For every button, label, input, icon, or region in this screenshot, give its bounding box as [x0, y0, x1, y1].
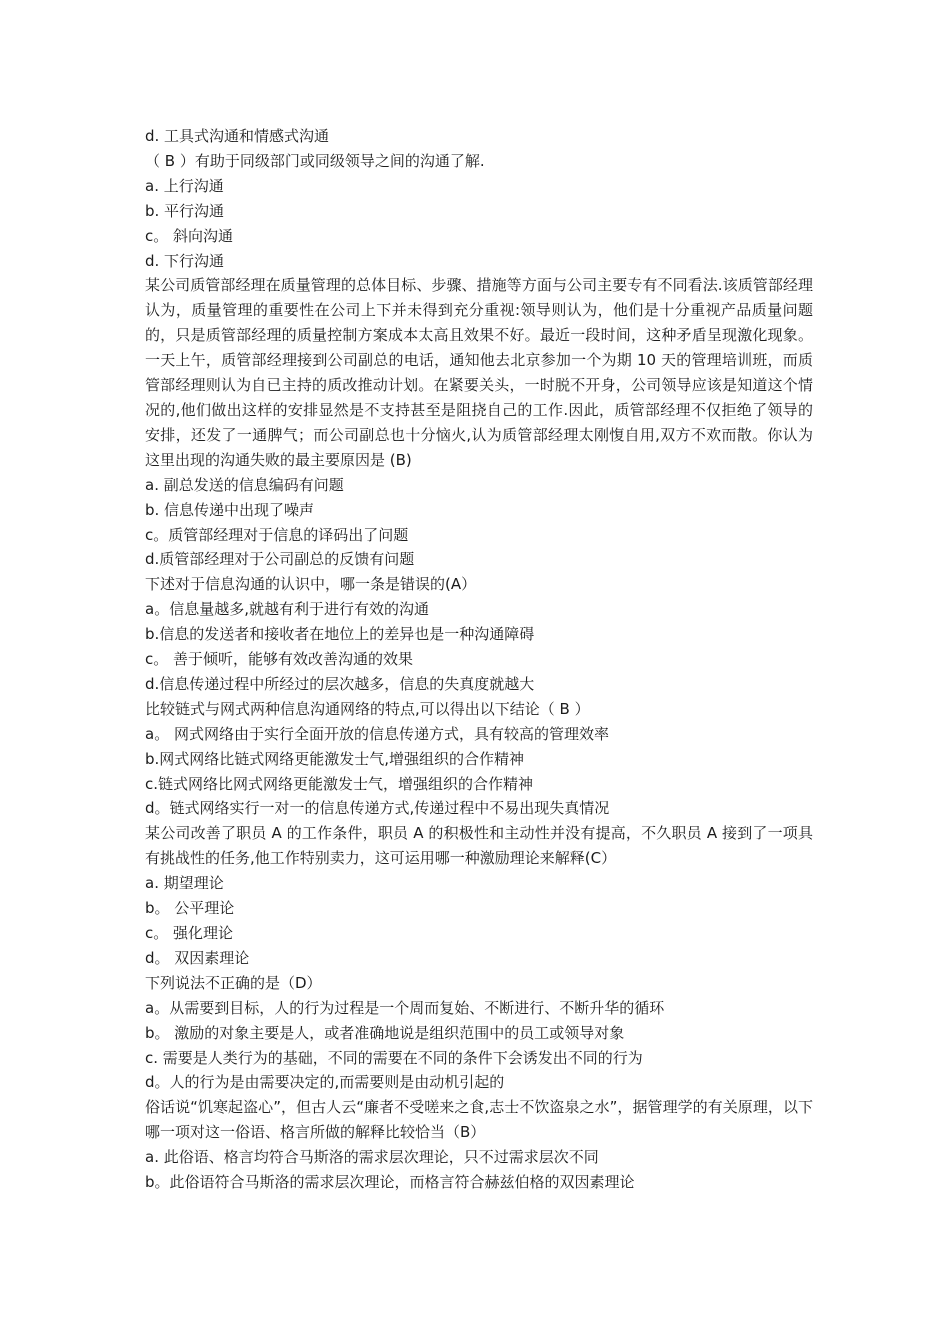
text-line: b。 公平理论	[145, 899, 235, 918]
text-line: 下述对于信息沟通的认识中，哪一条是错误的(A）	[145, 575, 477, 594]
text-line: d. 工具式沟通和情感式沟通	[145, 127, 330, 145]
text-line: d。链式网络实行一对一的信息传递方式,传递过程中不易出现失真情况	[145, 799, 610, 818]
text-line: c。 强化理论	[145, 924, 234, 942]
text-line: d.质管部经理对于公司副总的反馈有问题	[145, 550, 415, 569]
text-line: b.信息的发送者和接收者在地位上的差异也是一种沟通障碍	[145, 625, 535, 644]
text-line: a. 上行沟通	[145, 176, 224, 195]
text-line: a. 副总发送的信息编码有问题	[145, 475, 344, 494]
text-line: b。此俗语符合马斯洛的需求层次理论，而格言符合赫兹伯格的双因素理论	[145, 1173, 635, 1192]
question-paragraph: 某公司质管部经理在质量管理的总体目标、步骤、措施等方面与公司主要专有不同看法.该质管部经理认为，质量管理的重要性在公司上下并未得到充分重视:领导则认为，他们是十分重视产品质量问题的，只是质管部经理的质量控制方案成本太高且效果不好。最近一段时间，这种矛盾呈现激化现象。一天上午，质管部经理接到公司副总的电话，通知他去北京参加一个为期 10 天的管理培训班，而质管部经理则认为自已主持的质改推动计划。在紧要关头，一时脱不开身，公司领导应该是知道这个情况的,他们做出这样的安排显然是不支持甚至是阻挠自己的工作.因此，质管部经理不仅拒绝了领导的安排，还发了一通脾气；而公司副总也十分恼火,认为质管部经理太刚愎自用,双方不欢而散。你认为这里出现的沟通失败的最主要原因是 (B)	[145, 276, 813, 469]
text-line: c. 需要是人类行为的基础，不同的需要在不同的条件下会诱发出不同的行为	[145, 1048, 643, 1067]
text-line: a。信息量越多,就越有利于进行有效的沟通	[145, 600, 429, 619]
text-line: b. 信息传递中出现了噪声	[145, 500, 315, 519]
text-line: c.链式网络比网式网络更能激发士气，增强组织的合作精神	[145, 774, 534, 793]
text-line: d。 双因素理论	[145, 948, 250, 967]
text-line: （ B ）有助于同级部门或同级领导之间的沟通了解.	[145, 151, 485, 170]
text-line: d. 下行沟通	[145, 251, 225, 270]
text-line: b。 激励的对象主要是人，或者准确地说是组织范围中的员工或领导对象	[145, 1023, 625, 1042]
text-line: a. 此俗语、格言均符合马斯洛的需求层次理论，只不过需求层次不同	[145, 1148, 599, 1167]
text-line: a。 网式网络由于实行全面开放的信息传递方式，具有较高的管理效率	[145, 724, 609, 743]
text-line: d.信息传递过程中所经过的层次越多，信息的失真度就越大	[145, 674, 535, 693]
text-line: a. 期望理论	[145, 874, 224, 893]
text-line: b. 平行沟通	[145, 201, 225, 220]
text-line: a。从需要到目标，人的行为过程是一个周而复始、不断进行、不断升华的循环	[145, 998, 665, 1017]
text-line: b.网式网络比链式网络更能激发士气,增强组织的合作精神	[145, 749, 525, 768]
text-line: c。 善于倾听，能够有效改善沟通的效果	[145, 650, 414, 669]
question-paragraph: 俗话说“饥寒起盗心”，但古人云“廉者不受嗟来之食,志士不饮盗泉之水”，据管理学的有关原理，以下哪一项对这一俗语、格言所做的解释比较恰当（B）	[145, 1098, 813, 1142]
question-paragraph: 某公司改善了职员 A 的工作条件，职员 A 的积极性和主动性并没有提高，不久职员 A 接到了一项具有挑战性的任务,他工作特别卖力，这可运用哪一种激励理论来解释(C）	[145, 824, 813, 868]
text-line: d。人的行为是由需要决定的,而需要则是由动机引起的	[145, 1073, 505, 1092]
text-line: 比较链式与网式两种信息沟通网络的特点,可以得出以下结论（ B ）	[145, 699, 590, 718]
text-line: c。 斜向沟通	[145, 226, 234, 245]
text-line: 下列说法不正确的是（D）	[145, 973, 322, 992]
document-body	[145, 124, 813, 1195]
text-line: c。质管部经理对于信息的译码出了问题	[145, 525, 409, 544]
